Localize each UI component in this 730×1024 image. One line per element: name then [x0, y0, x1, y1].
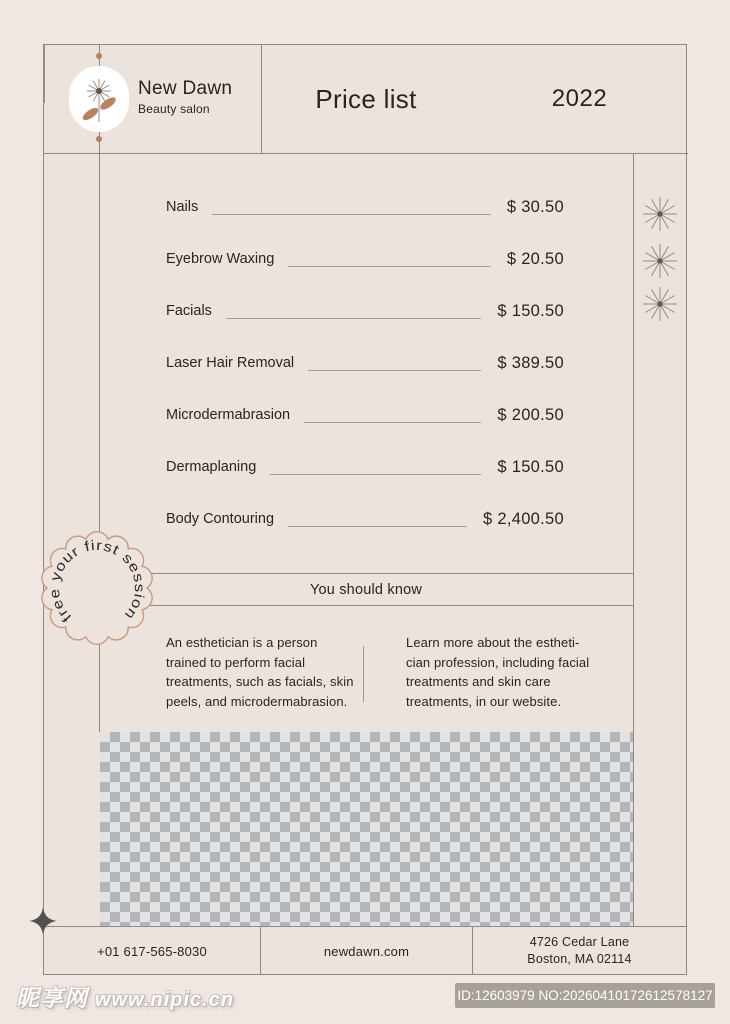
- sparkle-icon: [640, 284, 680, 324]
- text-line: cian profession, including facial: [406, 654, 590, 670]
- price-row: [166, 506, 564, 532]
- sparkle-icon: [640, 241, 680, 281]
- header-bottom-line: [44, 153, 688, 154]
- text-line: Learn more about the estheti-: [406, 635, 580, 650]
- service-price: $ 20.50: [506, 249, 564, 268]
- service-name: Laser Hair Removal: [166, 355, 295, 371]
- text-line: treatments and skin care: [406, 674, 551, 689]
- four-point-star-icon: [29, 907, 57, 935]
- price-row: [166, 298, 564, 324]
- image-placeholder-checkerboard: [100, 732, 633, 926]
- dotted-rule: [304, 422, 481, 423]
- logo-bottom-dot: [96, 136, 102, 142]
- price-row: [166, 246, 564, 272]
- brand-name: New Dawn: [138, 78, 233, 99]
- stamp-text: free your first session: [45, 536, 149, 626]
- dotted-rule: [212, 214, 491, 215]
- image-id-badge: ID:12603979 NO:20260410172612578127: [455, 983, 715, 1008]
- address-line: Boston, MA 02114: [527, 952, 632, 966]
- brand-text: [138, 78, 232, 117]
- service-price: $ 150.50: [497, 457, 564, 476]
- website-cell: [261, 927, 473, 975]
- website-url: newdawn.com: [323, 943, 410, 959]
- text-line: treatments, such as facials, skin: [166, 674, 354, 689]
- year-label: 2022: [551, 85, 608, 112]
- service-price: $ 200.50: [497, 405, 564, 424]
- text-line: An esthetician is a person: [166, 635, 318, 650]
- service-price: $ 2,400.50: [483, 509, 564, 528]
- phone-cell: [44, 927, 261, 975]
- service-name: Body Contouring: [166, 511, 275, 527]
- service-name: Eyebrow Waxing: [166, 251, 275, 267]
- know-paragraph-right: [406, 633, 589, 711]
- service-name: Dermaplaning: [166, 459, 257, 475]
- dotted-rule: [270, 474, 481, 475]
- price-row: [166, 194, 564, 220]
- sparkle-icon: [640, 194, 680, 234]
- address-line: 4726 Cedar Lane: [529, 934, 630, 949]
- watermark-site-url: www.nipic.cn: [95, 989, 235, 1011]
- phone-number: +01 617-565-8030: [97, 943, 207, 959]
- know-paragraph-left: [166, 633, 354, 711]
- dotted-rule: [288, 266, 491, 267]
- service-name: Facials: [166, 303, 212, 319]
- text-line: trained to perform facial: [166, 654, 306, 670]
- know-banner: You should know: [99, 573, 633, 606]
- service-name: Microdermabrasion: [166, 407, 291, 423]
- dotted-rule: [308, 370, 481, 371]
- page-title: Price list: [315, 83, 417, 114]
- price-row: [166, 402, 564, 428]
- logo-top-dot: [96, 53, 102, 59]
- service-price: $ 30.50: [506, 197, 564, 216]
- price-row: [166, 454, 564, 480]
- price-list-poster: [43, 44, 687, 975]
- service-name: Nails: [166, 199, 199, 215]
- brand-logo-flower-icon: [68, 65, 130, 133]
- site-watermark: [16, 980, 234, 1013]
- service-price: $ 389.50: [497, 353, 564, 372]
- address-cell: [473, 927, 686, 975]
- free-session-stamp: [39, 530, 155, 646]
- paragraph-divider: [363, 646, 364, 702]
- dotted-rule: [226, 318, 481, 319]
- right-column-line: [633, 153, 634, 926]
- text-line: treatments, in our website.: [406, 693, 562, 709]
- watermark-site-name: 昵享网: [16, 985, 88, 1011]
- dotted-rule: [288, 526, 467, 527]
- text-line: peels, and microdermabrasion.: [166, 693, 348, 709]
- contact-footer: [44, 926, 686, 975]
- service-price: $ 150.50: [497, 301, 564, 320]
- brand-tagline: Beauty salon: [138, 101, 210, 116]
- price-row: [166, 350, 564, 376]
